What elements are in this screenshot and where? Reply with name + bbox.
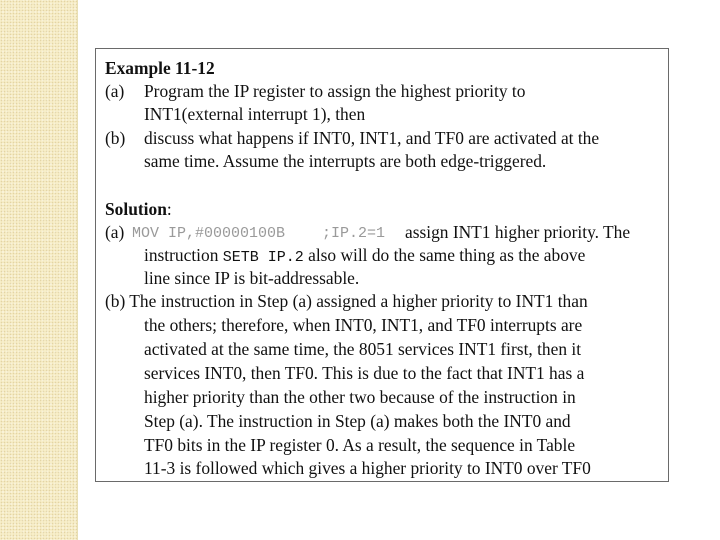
- solution-heading: Solution: [105, 199, 167, 219]
- example-box: [95, 48, 669, 482]
- question-a-line-1: Program the IP register to assign the highest priority to: [144, 81, 526, 101]
- solution-a-line-3: line since IP is bit-addressable.: [144, 268, 360, 288]
- solution-a-code-mov: MOV IP,#00000100B: [132, 225, 286, 242]
- solution-b-line-8: 11-3 is followed which gives a higher priority to INT0 over TF0: [144, 458, 591, 478]
- example-title: Example 11-12: [105, 58, 215, 78]
- question-b-label: (b): [105, 128, 126, 148]
- solution-b-line-3: activated at the same time, the 8051 services INT1 first, then it: [144, 339, 582, 359]
- question-b-line-2: same time. Assume the interrupts are both edge-triggered.: [144, 151, 547, 171]
- solution-b-line-7: TF0 bits in the IP register 0. As a result, the sequence in Table: [144, 435, 576, 455]
- solution-heading-wrap: [105, 201, 172, 218]
- solution-b-line-4: services INT0, then TF0. This is due to the fact that INT1 has a: [144, 363, 585, 383]
- solution-b-line-2: the others; therefore, when INT0, INT1, and TF0 interrupts are: [144, 315, 583, 335]
- solution-a-text-1: assign INT1 higher priority. The: [405, 222, 631, 242]
- question-b-line-1: discuss what happens if INT0, INT1, and TF0 are activated at the: [144, 128, 600, 148]
- solution-a-line-2-pre: instruction: [144, 245, 223, 265]
- solution-b-line-1: (b) The instruction in Step (a) assigned a higher priority to INT1 than: [105, 291, 588, 311]
- solution-a-code-comment: ;IP.2=1: [322, 225, 386, 242]
- decorative-side-stripe: [0, 0, 78, 540]
- solution-b-line-5: higher priority than the other two because of the instruction in: [144, 387, 576, 407]
- solution-a-line-2-post: also will do the same thing as the above: [303, 245, 586, 265]
- question-a-label: (a): [105, 81, 125, 101]
- solution-a-label: (a): [105, 222, 125, 242]
- solution-b-line-6: Step (a). The instruction in Step (a) makes both the INT0 and: [144, 411, 571, 431]
- solution-colon: :: [166, 199, 172, 219]
- question-a-line-2: INT1(external interrupt 1), then: [144, 104, 366, 124]
- solution-a-line-2-code: SETB IP.2: [222, 249, 304, 266]
- solution-a-line-2: [144, 247, 585, 265]
